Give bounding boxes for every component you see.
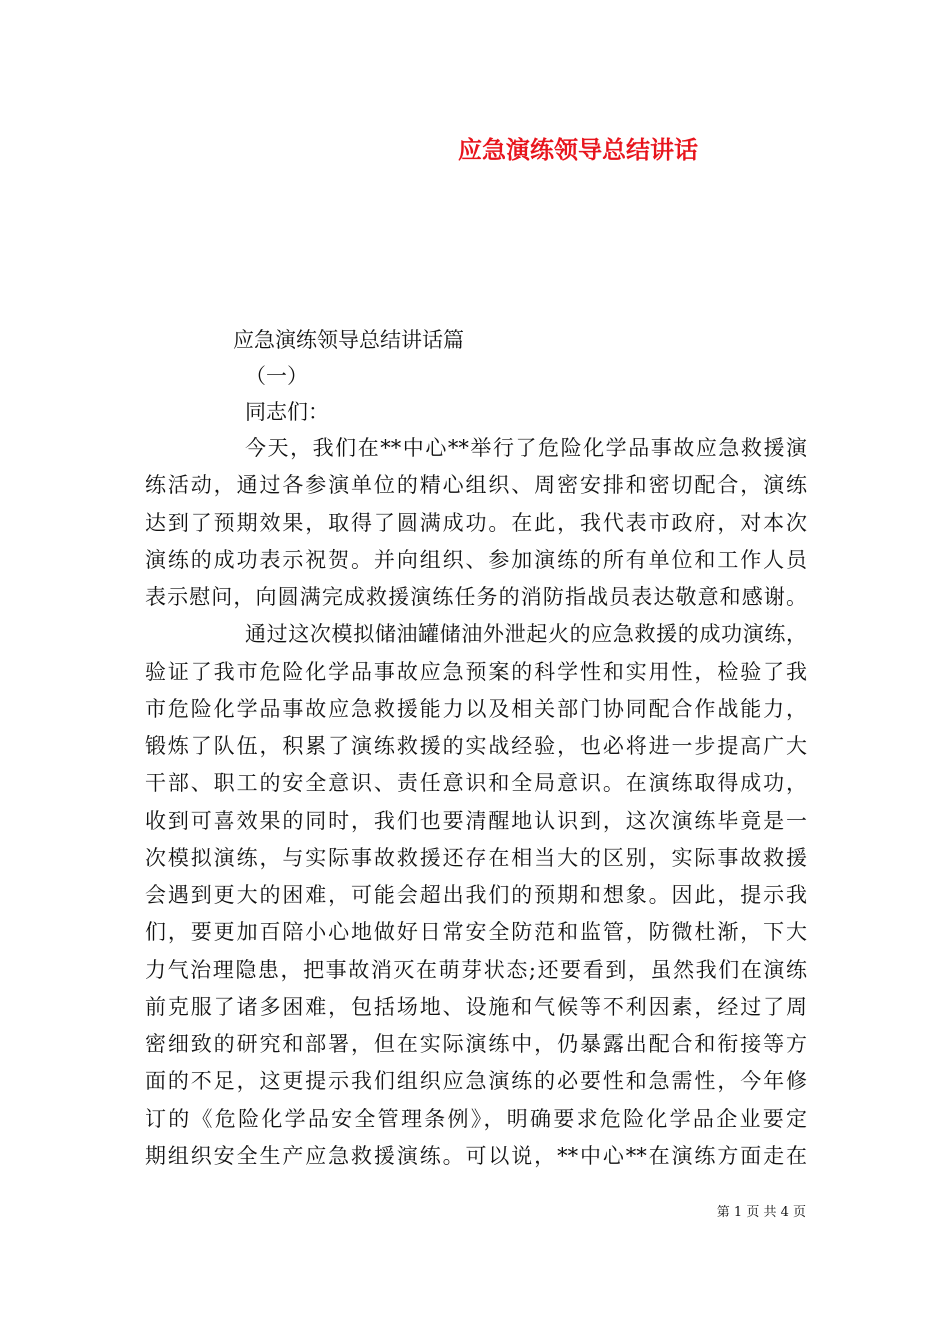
text-line: 干部、职工的安全意识、责任意识和全局意识。在演练取得成功， xyxy=(145,771,807,796)
document-title: 应急演练领导总结讲话 xyxy=(458,135,698,164)
text-line: 前克服了诸多困难，包括场地、设施和气候等不利因素，经过了周 xyxy=(145,994,807,1019)
text-line: 会遇到更大的困难，可能会超出我们的预期和想象。因此，提示我 xyxy=(145,883,807,907)
subtitle: 应急演练领导总结讲话篇 xyxy=(233,328,464,352)
text-line: 面的不足，这更提示我们组织应急演练的必要性和急需性，今年修 xyxy=(145,1069,807,1094)
text-line: 表示慰问，向圆满完成救援演练任务的消防指战员表达敬意和感谢。 xyxy=(145,585,807,609)
body-text xyxy=(145,430,807,1175)
text-line: 锻炼了队伍，积累了演练救援的实战经验，也必将进一步提高广大 xyxy=(145,734,807,758)
salutation: 同志们： xyxy=(245,400,329,424)
section-number: （一） xyxy=(245,364,308,388)
text-line: 期组织安全生产应急救援演练。可以说，**中心**在演练方面走在 xyxy=(145,1143,807,1168)
text-line: 们，要更加百陪小心地做好日常安全防范和监管，防微杜渐，下大 xyxy=(145,920,807,945)
text-line: 今天，我们在**中心**举行了危险化学品事故应急救援演 xyxy=(245,436,807,460)
text-line: 达到了预期效果，取得了圆满成功。在此，我代表市政府，对本次 xyxy=(145,510,807,535)
text-line: 练活动，通过各参演单位的精心组织、周密安排和密切配合，演练 xyxy=(145,473,807,498)
text-line: 验证了我市危险化学品事故应急预案的科学性和实用性，检验了我 xyxy=(145,659,807,684)
text-line: 次模拟演练，与实际事故救援还存在相当大的区别，实际事故救援 xyxy=(145,845,807,870)
text-line: 通过这次模拟储油罐储油外泄起火的应急救援的成功演练， xyxy=(245,622,807,647)
text-line: 订的《危险化学品安全管理条例》，明确要求危险化学品企业要定 xyxy=(145,1106,807,1131)
text-line: 密细致的研究和部署，但在实际演练中，仍暴露出配合和衔接等方 xyxy=(145,1032,807,1056)
page-number: 第 1 页 共 4 页 xyxy=(716,1205,806,1220)
text-line: 市危险化学品事故应急救援能力以及相关部门协同配合作战能力， xyxy=(145,696,807,721)
text-line: 演练的成功表示祝贺。并向组织、参加演练的所有单位和工作人员 xyxy=(145,547,807,572)
text-line: 收到可喜效果的同时，我们也要清醒地认识到，这次演练毕竟是一 xyxy=(145,808,807,833)
text-line: 力气治理隐患，把事故消灭在萌芽状态;还要看到，虽然我们在演练 xyxy=(145,957,807,982)
